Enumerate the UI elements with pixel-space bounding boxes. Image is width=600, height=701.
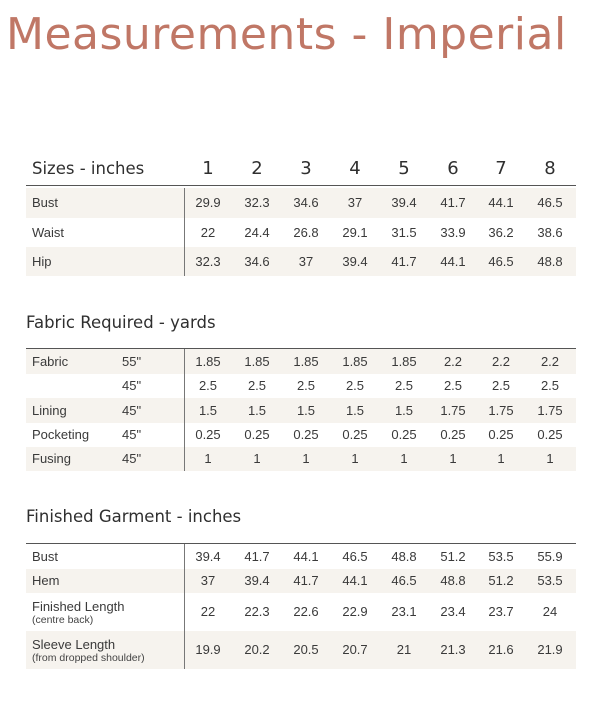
table-cell: 1.5 (247, 403, 267, 418)
table-cell: 22.6 (293, 604, 319, 619)
size-column-7: 7 (495, 158, 507, 179)
fabric-width: 45" (122, 427, 142, 442)
table-cell: 1.5 (198, 403, 218, 418)
table-cell: 22 (200, 225, 216, 240)
table-cell: 1 (400, 451, 408, 466)
row-label-text: Sleeve Length (32, 637, 116, 652)
table-cell: 1.75 (537, 403, 563, 418)
table-cell: 1.85 (342, 354, 368, 369)
table-cell: 0.25 (391, 427, 417, 442)
table-cell: 41.7 (293, 573, 319, 588)
table-cell: 36.2 (488, 225, 514, 240)
table-cell: 22.3 (244, 604, 270, 619)
table-cell: 46.5 (537, 195, 563, 210)
row-label-text: Finished Length (32, 599, 125, 614)
table-cell: 34.6 (244, 254, 270, 269)
table-cell: 23.7 (488, 604, 514, 619)
table-cell: 38.6 (537, 225, 563, 240)
table-cell: 53.5 (488, 549, 514, 564)
table-cell: 2.2 (540, 354, 560, 369)
table-cell: 22.9 (342, 604, 368, 619)
row-label-text: Bust (32, 195, 59, 210)
row-label (32, 637, 145, 665)
table-cell: 20.2 (244, 642, 270, 657)
table-cell: 2.5 (345, 378, 365, 393)
row-label (32, 254, 52, 269)
table-cell: 53.5 (537, 573, 563, 588)
table-row (26, 447, 576, 471)
table-cell: 46.5 (488, 254, 514, 269)
table-row (26, 423, 576, 447)
table-cell: 2.5 (247, 378, 267, 393)
table-row (26, 247, 576, 276)
table-cell: 44.1 (342, 573, 368, 588)
table-cell: 34.6 (293, 195, 319, 210)
size-column-2: 2 (251, 158, 263, 179)
table-cell: 51.2 (440, 549, 466, 564)
table-cell: 1.75 (440, 403, 466, 418)
table-cell: 2.5 (296, 378, 316, 393)
table-row (26, 349, 576, 374)
table-cell: 41.7 (244, 549, 270, 564)
table-cell: 23.1 (391, 604, 417, 619)
table-cell: 48.8 (440, 573, 466, 588)
table-cell: 26.8 (293, 225, 319, 240)
row-label (32, 573, 59, 588)
table-cell: 1 (204, 451, 212, 466)
table-cell: 44.1 (293, 549, 319, 564)
row-label (32, 225, 64, 240)
table-cell: 1 (302, 451, 310, 466)
column-divider (184, 188, 185, 276)
column-divider (184, 544, 185, 669)
row-label-text: Lining (32, 403, 67, 418)
table-cell: 39.4 (244, 573, 270, 588)
table-cell: 2.5 (198, 378, 218, 393)
row-label (32, 549, 58, 564)
row-label (32, 403, 67, 418)
row-label (32, 354, 68, 369)
table-cell: 0.25 (342, 427, 368, 442)
fabric-heading: Fabric Required - yards (26, 313, 216, 332)
table-row (26, 631, 576, 669)
table-cell: 2.5 (443, 378, 463, 393)
fabric-width: 45" (122, 403, 142, 418)
table-cell: 1.5 (296, 403, 316, 418)
column-divider (184, 349, 185, 471)
table-row (26, 544, 576, 569)
row-label-text: Waist (32, 225, 65, 240)
table-cell: 0.25 (440, 427, 466, 442)
table-cell: 0.25 (244, 427, 270, 442)
table-cell: 31.5 (391, 225, 417, 240)
table-cell: 44.1 (440, 254, 466, 269)
table-cell: 2.2 (443, 354, 463, 369)
table-cell: 33.9 (440, 225, 466, 240)
table-cell: 20.5 (293, 642, 319, 657)
table-cell: 39.4 (342, 254, 368, 269)
table-cell: 24.4 (244, 225, 270, 240)
finished-heading: Finished Garment - inches (26, 507, 242, 526)
table-row (26, 398, 576, 423)
table-cell: 2.2 (491, 354, 511, 369)
table-cell: 0.25 (195, 427, 221, 442)
table-cell: 1 (546, 451, 554, 466)
table-cell: 46.5 (391, 573, 417, 588)
table-cell: 1.85 (244, 354, 270, 369)
table-cell: 20.7 (342, 642, 368, 657)
sizes-heading: Sizes - inches (32, 159, 145, 178)
table-cell: 0.25 (537, 427, 563, 442)
row-label-text: Fusing (32, 451, 72, 466)
table-row (26, 218, 576, 247)
table-row (26, 593, 576, 631)
size-column-5: 5 (398, 158, 410, 179)
table-cell: 2.5 (540, 378, 560, 393)
fabric-width: 45" (122, 378, 142, 393)
table-cell: 23.4 (440, 604, 466, 619)
table-cell: 37 (347, 195, 363, 210)
table-cell: 1.75 (488, 403, 514, 418)
table-cell: 22 (200, 604, 216, 619)
table-cell: 1.85 (195, 354, 221, 369)
sizes-table (26, 188, 576, 276)
row-label (32, 599, 125, 627)
table-cell: 2.5 (491, 378, 511, 393)
table-cell: 48.8 (391, 549, 417, 564)
table-cell: 1 (449, 451, 457, 466)
table-cell: 1 (497, 451, 505, 466)
table-cell: 37 (298, 254, 314, 269)
table-cell: 1.5 (394, 403, 414, 418)
row-label (32, 451, 71, 466)
table-cell: 0.25 (488, 427, 514, 442)
size-column-6: 6 (447, 158, 459, 179)
table-cell: 48.8 (537, 254, 563, 269)
row-label-text: Fabric (32, 354, 69, 369)
table-cell: 1.85 (391, 354, 417, 369)
table-cell: 51.2 (488, 573, 514, 588)
table-cell: 39.4 (195, 549, 221, 564)
table-cell: 1.5 (345, 403, 365, 418)
table-cell: 39.4 (391, 195, 417, 210)
finished-table (26, 543, 576, 669)
table-cell: 44.1 (488, 195, 514, 210)
size-column-8: 8 (544, 158, 556, 179)
table-cell: 1 (253, 451, 261, 466)
table-cell: 46.5 (342, 549, 368, 564)
fabric-width: 55" (122, 354, 142, 369)
row-label-text: Hip (32, 254, 52, 269)
fabric-width: 45" (122, 451, 142, 466)
table-cell: 32.3 (244, 195, 270, 210)
table-cell: 29.9 (195, 195, 221, 210)
row-sublabel: (centre back) (32, 614, 94, 626)
table-cell: 41.7 (440, 195, 466, 210)
row-label (32, 427, 89, 442)
table-cell: 21 (396, 642, 412, 657)
table-cell: 21.6 (488, 642, 514, 657)
table-cell: 37 (200, 573, 216, 588)
table-row (26, 569, 576, 593)
table-cell: 32.3 (195, 254, 221, 269)
table-cell: 21.9 (537, 642, 563, 657)
table-cell: 41.7 (391, 254, 417, 269)
page-title: Measurements - Imperial (6, 9, 567, 60)
row-label (32, 195, 58, 210)
table-row (26, 188, 576, 218)
table-cell: 29.1 (342, 225, 368, 240)
size-column-4: 4 (349, 158, 361, 179)
sizes-header (26, 155, 576, 186)
row-label-text: Pocketing (32, 427, 90, 442)
size-column-3: 3 (300, 158, 312, 179)
table-cell: 55.9 (537, 549, 563, 564)
table-cell: 24 (542, 604, 558, 619)
table-cell: 21.3 (440, 642, 466, 657)
table-cell: 1 (351, 451, 359, 466)
table-cell: 0.25 (293, 427, 319, 442)
size-column-1: 1 (202, 158, 214, 179)
table-cell: 2.5 (394, 378, 414, 393)
table-cell: 19.9 (195, 642, 221, 657)
fabric-table (26, 348, 576, 471)
table-row (26, 374, 576, 398)
table-cell: 1.85 (293, 354, 319, 369)
row-label-text: Bust (32, 549, 59, 564)
row-sublabel: (from dropped shoulder) (32, 652, 145, 664)
row-label-text: Hem (32, 573, 60, 588)
